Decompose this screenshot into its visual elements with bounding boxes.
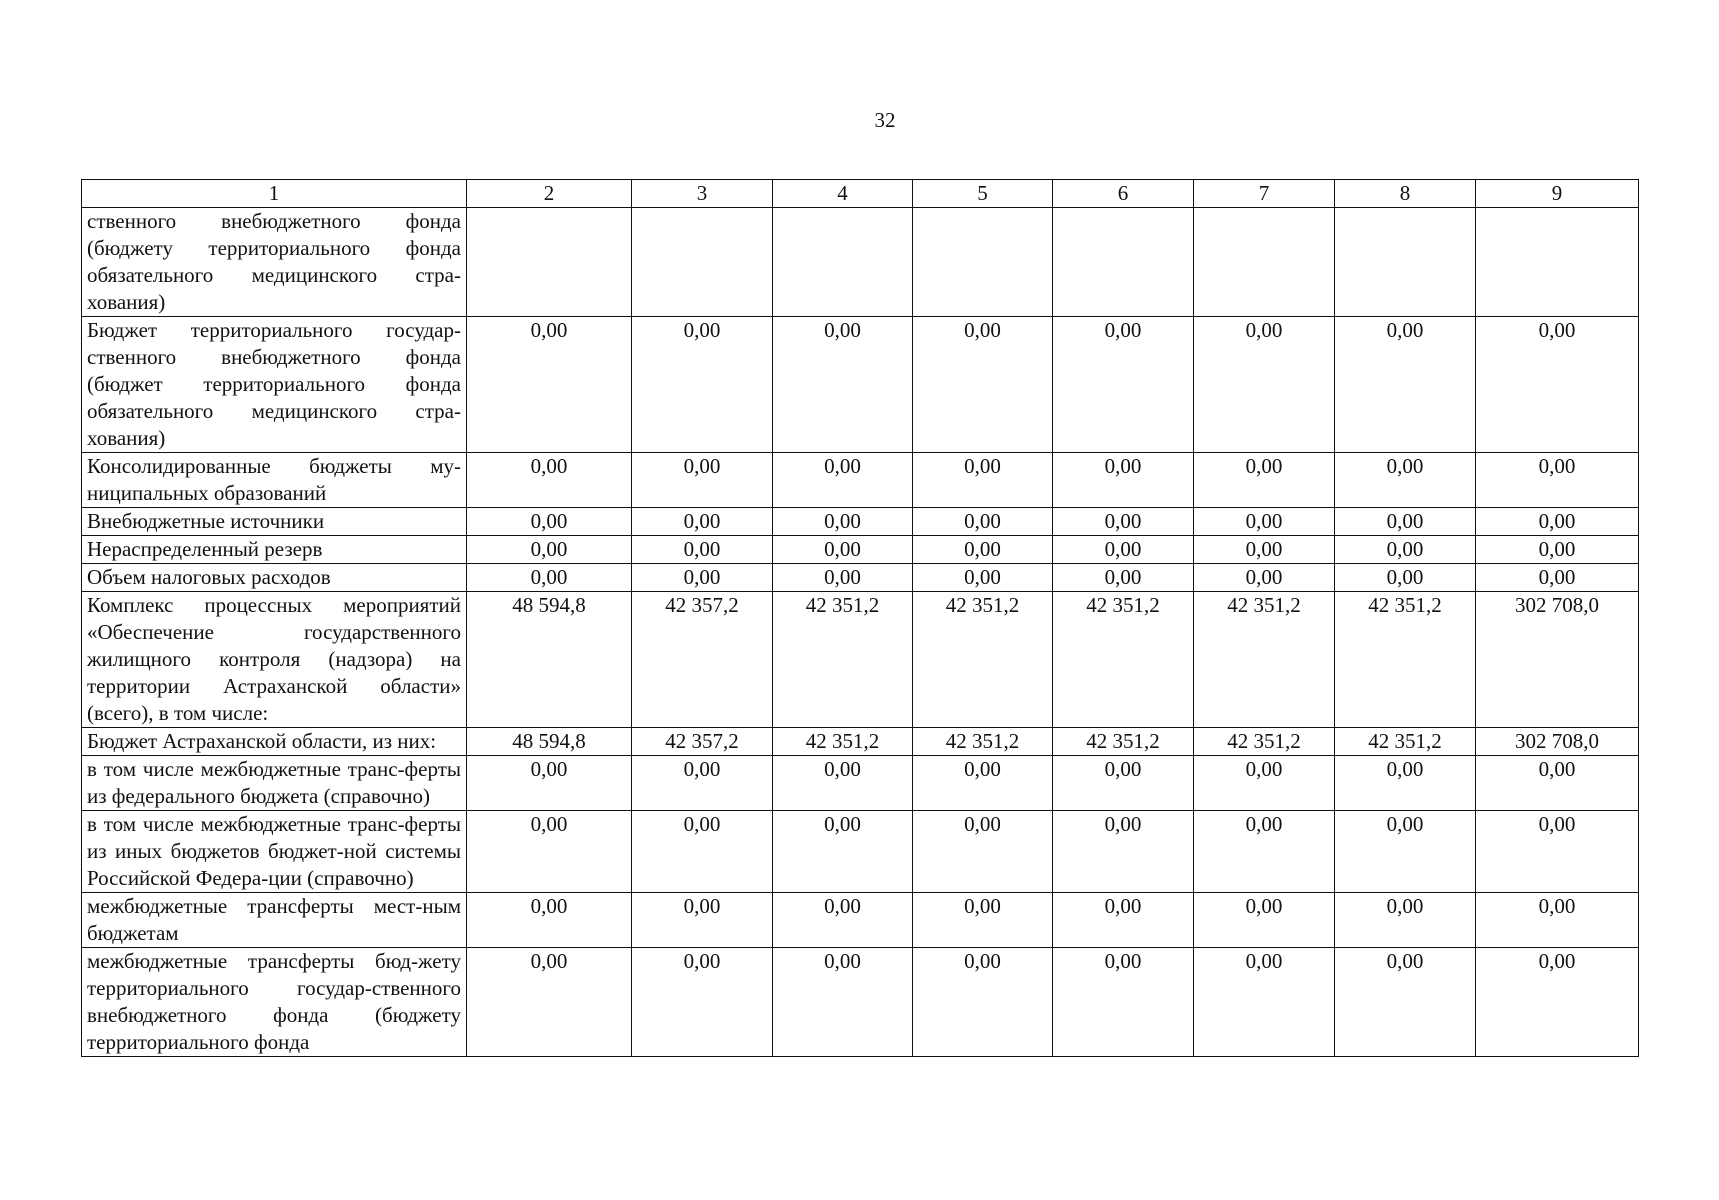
- value-cell: 0,00: [632, 811, 773, 893]
- value-cell: 0,00: [913, 453, 1053, 508]
- value-cell: 0,00: [773, 453, 913, 508]
- column-header-8: 8: [1335, 180, 1476, 208]
- value-cell: 42 357,2: [632, 592, 773, 728]
- value-cell: 0,00: [1335, 536, 1476, 564]
- column-header-7: 7: [1194, 180, 1335, 208]
- row-label: ственного внебюджетного фонда (бюджету территориального фонда обязательного медицинского стра-хования): [82, 208, 467, 317]
- column-header-5: 5: [913, 180, 1053, 208]
- value-cell: 42 351,2: [1335, 592, 1476, 728]
- row-label: Комплекс процессных мероприятий «Обеспечение государственного жилищного контроля (надзора) на территории Астраханской области» (всего), в том числе:: [82, 592, 467, 728]
- column-header-1: 1: [82, 180, 467, 208]
- value-cell: 42 351,2: [913, 592, 1053, 728]
- value-cell: [467, 208, 632, 317]
- value-cell: 0,00: [467, 317, 632, 453]
- value-cell: 0,00: [632, 536, 773, 564]
- value-cell: 0,00: [1053, 453, 1194, 508]
- value-cell: 0,00: [1476, 317, 1639, 453]
- value-cell: [773, 208, 913, 317]
- value-cell: 0,00: [773, 948, 913, 1057]
- row-label: Нераспределенный резерв: [82, 536, 467, 564]
- page-number: 32: [874, 108, 896, 132]
- value-cell: 0,00: [632, 948, 773, 1057]
- value-cell: 0,00: [467, 893, 632, 948]
- value-cell: 0,00: [1335, 564, 1476, 592]
- value-cell: 0,00: [1194, 564, 1335, 592]
- table-row: [82, 728, 1639, 756]
- value-cell: 42 351,2: [1194, 728, 1335, 756]
- value-cell: 0,00: [467, 564, 632, 592]
- column-header-2: 2: [467, 180, 632, 208]
- value-cell: 0,00: [1194, 536, 1335, 564]
- value-cell: 0,00: [1335, 948, 1476, 1057]
- value-cell: 0,00: [1476, 536, 1639, 564]
- value-cell: 0,00: [467, 508, 632, 536]
- value-cell: 0,00: [1053, 536, 1194, 564]
- value-cell: 0,00: [467, 536, 632, 564]
- value-cell: 0,00: [1194, 453, 1335, 508]
- value-cell: 0,00: [1194, 811, 1335, 893]
- row-label: Внебюджетные источники: [82, 508, 467, 536]
- value-cell: 0,00: [467, 811, 632, 893]
- value-cell: 0,00: [1335, 453, 1476, 508]
- value-cell: [632, 208, 773, 317]
- row-label: межбюджетные трансферты мест-ным бюджетам: [82, 893, 467, 948]
- value-cell: 0,00: [1194, 948, 1335, 1057]
- row-label: в том числе межбюджетные транс-ферты из федерального бюджета (справочно): [82, 756, 467, 811]
- value-cell: 0,00: [1335, 811, 1476, 893]
- value-cell: 0,00: [1194, 317, 1335, 453]
- value-cell: 0,00: [773, 564, 913, 592]
- value-cell: 0,00: [913, 508, 1053, 536]
- value-cell: 0,00: [1335, 756, 1476, 811]
- table-row: [82, 893, 1639, 948]
- value-cell: [1053, 208, 1194, 317]
- table-row: [82, 508, 1639, 536]
- column-header-3: 3: [632, 180, 773, 208]
- value-cell: 48 594,8: [467, 728, 632, 756]
- value-cell: 42 351,2: [1053, 728, 1194, 756]
- row-label: Объем налоговых расходов: [82, 564, 467, 592]
- value-cell: 0,00: [1476, 564, 1639, 592]
- value-cell: 302 708,0: [1476, 592, 1639, 728]
- value-cell: 0,00: [632, 317, 773, 453]
- table-row: [82, 453, 1639, 508]
- value-cell: 0,00: [913, 536, 1053, 564]
- value-cell: 0,00: [913, 811, 1053, 893]
- value-cell: [1476, 208, 1639, 317]
- table-row: [82, 756, 1639, 811]
- value-cell: 0,00: [913, 564, 1053, 592]
- table-body: [82, 208, 1639, 1057]
- value-cell: 0,00: [1476, 948, 1639, 1057]
- row-label: в том числе межбюджетные транс-ферты из иных бюджетов бюджет-ной системы Российской Федера-ции (справочно): [82, 811, 467, 893]
- row-label: межбюджетные трансферты бюд-жету территориального государ-ственного внебюджетного фонда (бюджету территориального фонда: [82, 948, 467, 1057]
- value-cell: 0,00: [773, 756, 913, 811]
- value-cell: 0,00: [1476, 811, 1639, 893]
- row-label: Консолидированные бюджеты му-ниципальных образований: [82, 453, 467, 508]
- value-cell: 0,00: [1053, 811, 1194, 893]
- value-cell: 42 351,2: [773, 728, 913, 756]
- value-cell: 0,00: [913, 893, 1053, 948]
- value-cell: 0,00: [773, 536, 913, 564]
- value-cell: 0,00: [1335, 317, 1476, 453]
- row-label: Бюджет Астраханской области, из них:: [82, 728, 467, 756]
- value-cell: 0,00: [1194, 756, 1335, 811]
- value-cell: 0,00: [467, 453, 632, 508]
- table-row: [82, 811, 1639, 893]
- value-cell: 0,00: [1476, 508, 1639, 536]
- column-header-9: 9: [1476, 180, 1639, 208]
- value-cell: 0,00: [1194, 893, 1335, 948]
- value-cell: 0,00: [632, 756, 773, 811]
- value-cell: [913, 208, 1053, 317]
- value-cell: 0,00: [1053, 893, 1194, 948]
- value-cell: 0,00: [1335, 893, 1476, 948]
- value-cell: 0,00: [467, 756, 632, 811]
- table-row: [82, 592, 1639, 728]
- value-cell: 0,00: [913, 948, 1053, 1057]
- value-cell: 0,00: [1476, 893, 1639, 948]
- value-cell: 0,00: [632, 564, 773, 592]
- value-cell: 302 708,0: [1476, 728, 1639, 756]
- value-cell: 0,00: [1476, 756, 1639, 811]
- value-cell: 0,00: [632, 508, 773, 536]
- value-cell: 0,00: [1053, 508, 1194, 536]
- value-cell: 48 594,8: [467, 592, 632, 728]
- value-cell: 0,00: [1053, 948, 1194, 1057]
- value-cell: 0,00: [913, 756, 1053, 811]
- value-cell: 42 351,2: [773, 592, 913, 728]
- value-cell: 0,00: [1335, 508, 1476, 536]
- table-row: [82, 948, 1639, 1057]
- table-header-row: [82, 180, 1639, 208]
- value-cell: 0,00: [632, 453, 773, 508]
- value-cell: 0,00: [773, 811, 913, 893]
- column-header-6: 6: [1053, 180, 1194, 208]
- table-row: [82, 564, 1639, 592]
- value-cell: 42 351,2: [913, 728, 1053, 756]
- table-row: [82, 317, 1639, 453]
- table-row: [82, 536, 1639, 564]
- value-cell: 42 351,2: [1053, 592, 1194, 728]
- value-cell: [1194, 208, 1335, 317]
- value-cell: 0,00: [773, 317, 913, 453]
- row-label: Бюджет территориального государ-ственного внебюджетного фонда (бюджет территориального фонда обязательного медицинского стра-хования): [82, 317, 467, 453]
- column-header-4: 4: [773, 180, 913, 208]
- budget-table: [81, 179, 1639, 1057]
- value-cell: 0,00: [1476, 453, 1639, 508]
- value-cell: 0,00: [1053, 317, 1194, 453]
- value-cell: 42 351,2: [1335, 728, 1476, 756]
- value-cell: 42 357,2: [632, 728, 773, 756]
- value-cell: 0,00: [913, 317, 1053, 453]
- value-cell: 0,00: [1194, 508, 1335, 536]
- value-cell: 42 351,2: [1194, 592, 1335, 728]
- value-cell: 0,00: [1053, 564, 1194, 592]
- value-cell: 0,00: [467, 948, 632, 1057]
- value-cell: [1335, 208, 1476, 317]
- value-cell: 0,00: [1053, 756, 1194, 811]
- value-cell: 0,00: [632, 893, 773, 948]
- table-row: [82, 208, 1639, 317]
- value-cell: 0,00: [773, 508, 913, 536]
- value-cell: 0,00: [773, 893, 913, 948]
